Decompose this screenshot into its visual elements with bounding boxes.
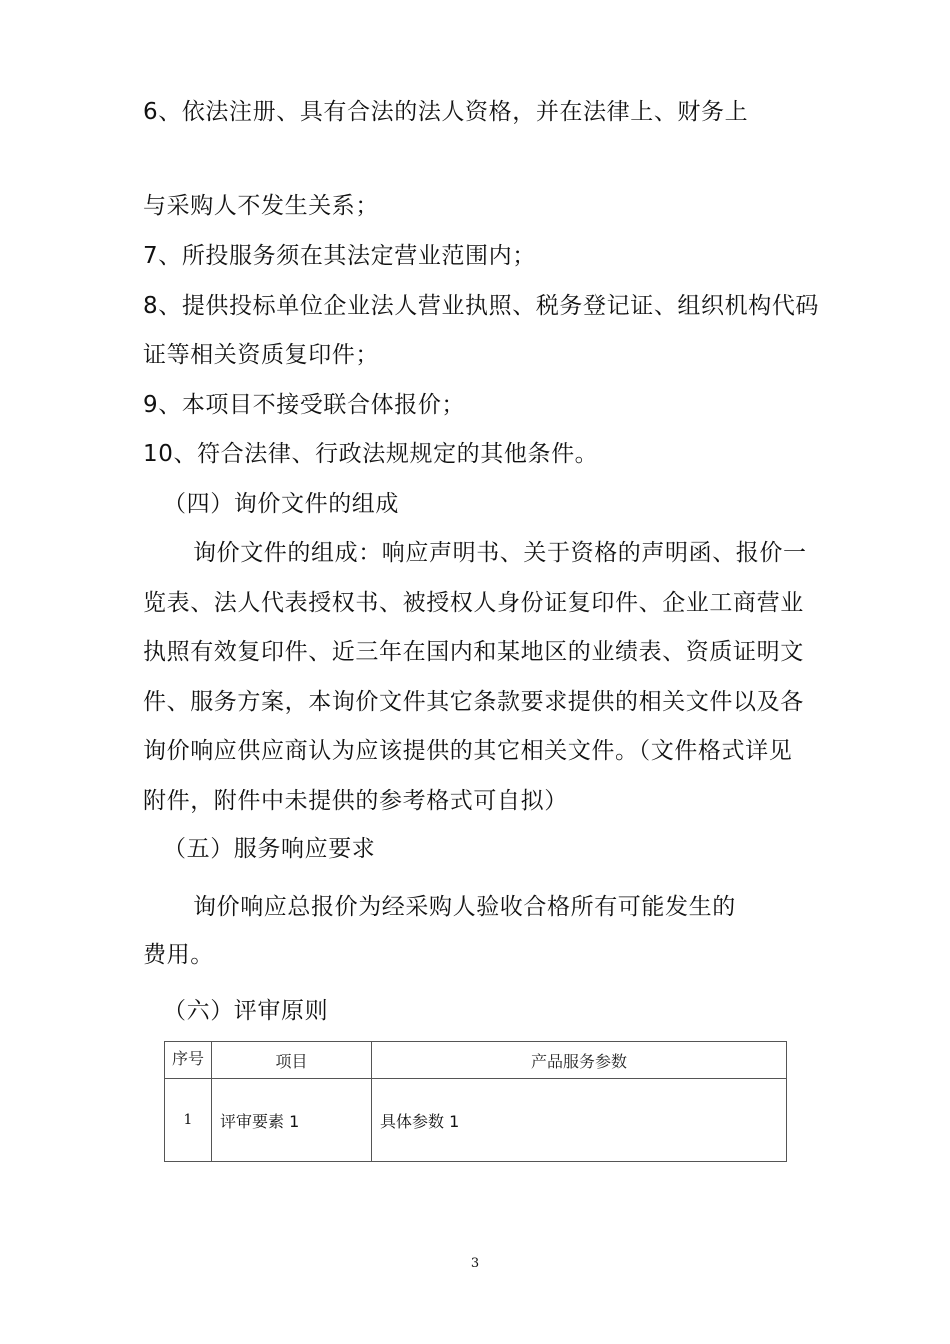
table-header-row	[165, 1042, 787, 1079]
table-cell: 1	[165, 1079, 212, 1162]
line-9: 询价文件的组成：响应声明书、关于资格的声明函、报价一	[193, 540, 807, 566]
section-heading-6: （六）评审原则	[163, 998, 329, 1024]
line-2: 与采购人不发生关系；	[143, 193, 379, 219]
section-heading-5: （五）服务响应要求	[163, 836, 376, 862]
table-cell: 评审要素 1	[212, 1079, 372, 1162]
line-11: 执照有效复印件、近三年在国内和某地区的业绩表、资质证明文	[143, 639, 804, 665]
line-14: 附件，附件中未提供的参考格式可自拟）	[143, 788, 568, 814]
table-header-cell: 产品服务参数	[372, 1042, 787, 1079]
table-cell: 具体参数 1	[372, 1079, 787, 1162]
evaluation-table	[164, 1041, 787, 1162]
line-5: 证等相关资质复印件；	[143, 342, 379, 368]
line-12: 件、服务方案，本询价文件其它条款要求提供的相关文件以及各	[143, 689, 804, 715]
section-heading-4: （四）询价文件的组成	[163, 491, 399, 517]
table-header-cell: 序号	[165, 1042, 212, 1079]
line-10: 览表、法人代表授权书、被授权人身份证复印件、企业工商营业	[143, 590, 804, 616]
line-4: 8、提供投标单位企业法人营业执照、税务登记证、组织机构代码	[143, 293, 820, 319]
line-3: 7、所投服务须在其法定营业范围内；	[143, 243, 536, 269]
line-17: 费用。	[143, 942, 214, 968]
line-16: 询价响应总报价为经采购人验收合格所有可能发生的	[193, 894, 736, 920]
line-6: 9、本项目不接受联合体报价；	[143, 392, 466, 418]
page-number: 3	[470, 1256, 480, 1271]
table-row	[165, 1079, 787, 1162]
line-13: 询价响应供应商认为应该提供的其它相关文件。（文件格式详见	[143, 738, 793, 764]
line-7: 10、符合法律、行政法规规定的其他条件。	[143, 441, 599, 467]
line-1: 6、依法注册、具有合法的法人资格，并在法律上、财务上	[143, 99, 749, 125]
table-header-cell: 项目	[212, 1042, 372, 1079]
